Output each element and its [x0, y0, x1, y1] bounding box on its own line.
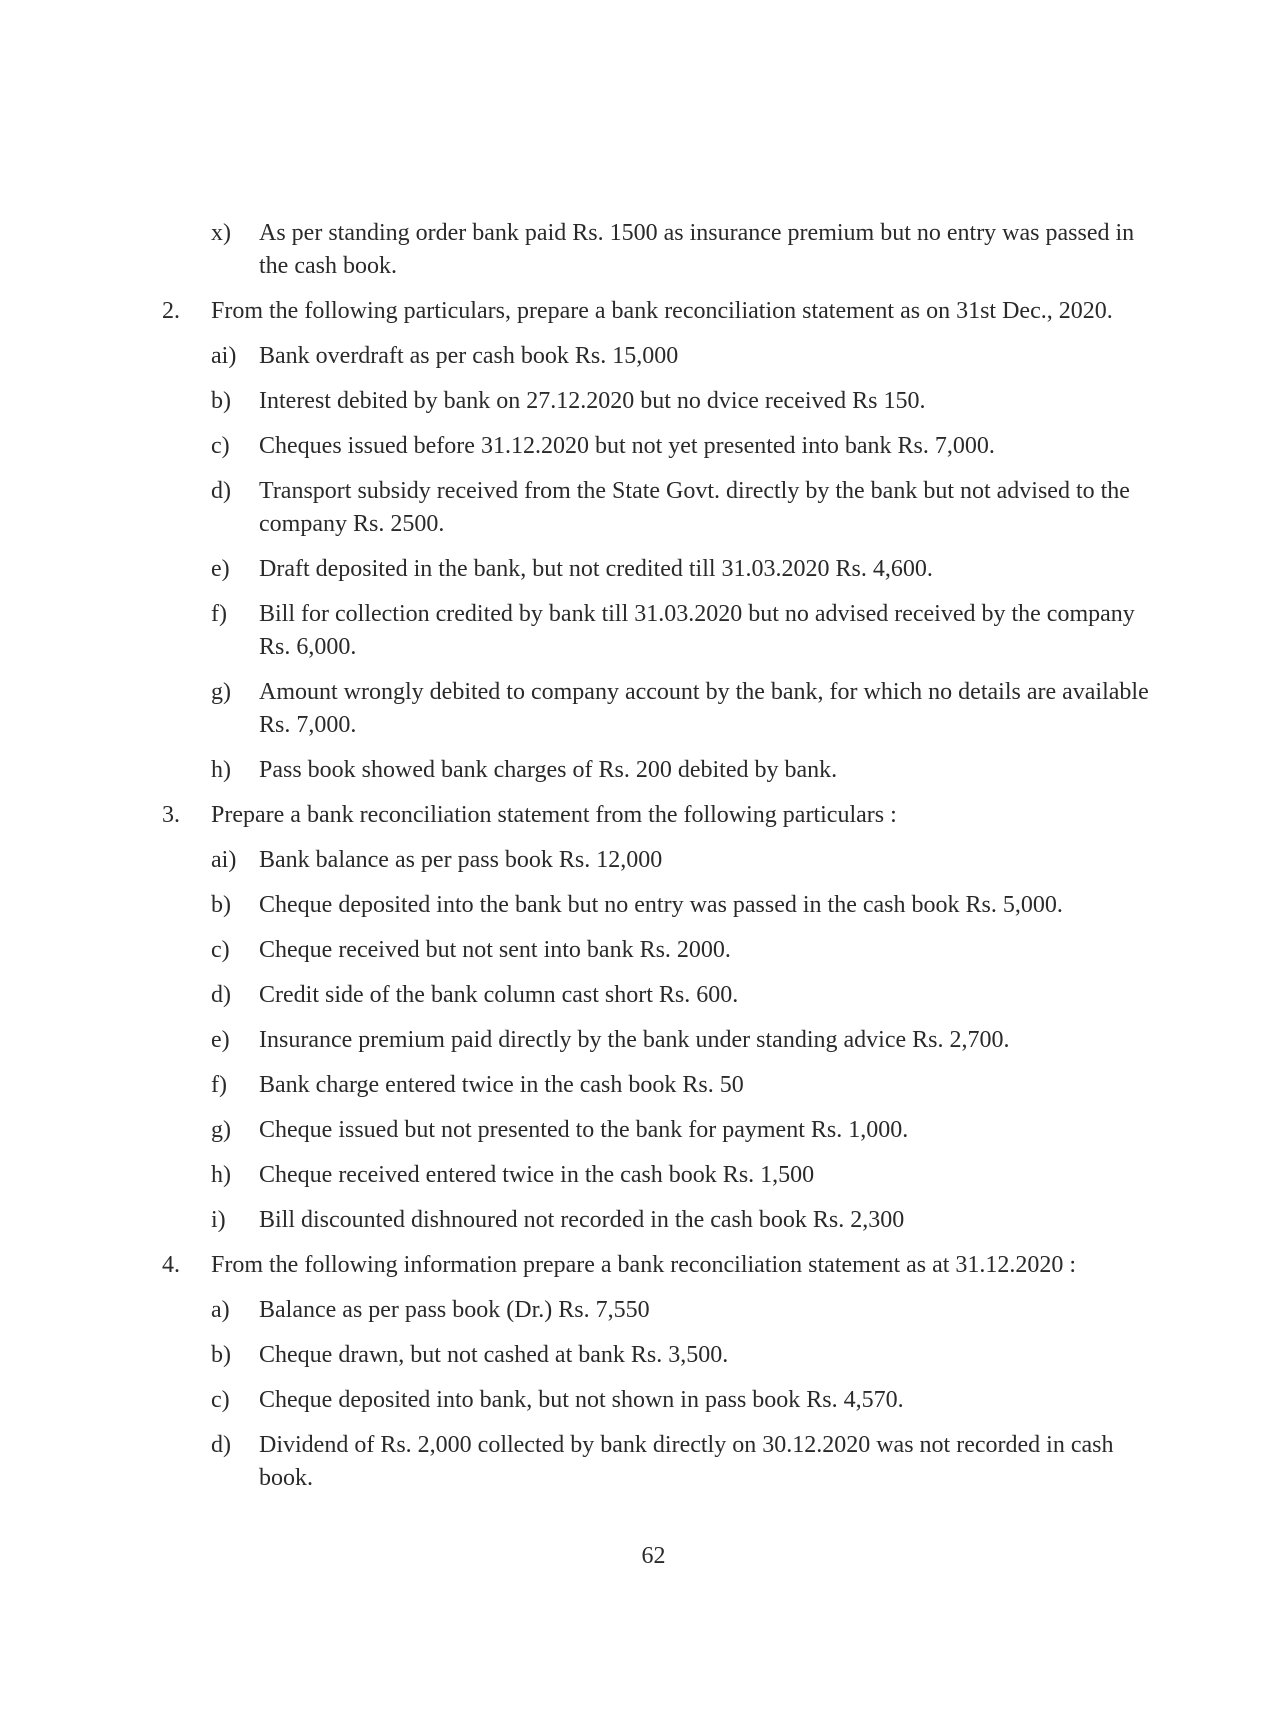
item-text: Bill for collection credited by bank till 31.03.2020 but no advised received by the company Rs. 6,000.	[259, 601, 1135, 660]
list-item	[0, 340, 1275, 373]
list-item	[0, 844, 1275, 877]
list-item	[0, 553, 1275, 586]
list-item	[0, 1384, 1275, 1417]
list-item	[0, 385, 1275, 418]
item-label: b)	[211, 388, 231, 414]
item-label: ai)	[211, 847, 237, 873]
item-text: Cheque issued but not presented to the bank for payment Rs. 1,000.	[259, 1117, 909, 1143]
question-number: 2.	[162, 298, 180, 324]
item-text: Cheques issued before 31.12.2020 but not yet presented into bank Rs. 7,000.	[259, 433, 995, 459]
item-label: b)	[211, 1342, 231, 1368]
item-text: Cheque received but not sent into bank Rs. 2000.	[259, 937, 731, 963]
item-label: e)	[211, 1027, 230, 1053]
item-label: c)	[211, 433, 230, 459]
item-text: Credit side of the bank column cast short Rs. 600.	[259, 982, 739, 1008]
list-item	[0, 430, 1275, 463]
item-label: i)	[211, 1207, 226, 1233]
question-text: From the following particulars, prepare a bank reconciliation statement as on 31st Dec., 2020.	[211, 298, 1113, 324]
list-item	[0, 1429, 1275, 1495]
item-label: ai)	[211, 343, 237, 369]
item-label: g)	[211, 1117, 231, 1143]
item-text: Cheque deposited into bank, but not shown in pass book Rs. 4,570.	[259, 1387, 904, 1413]
list-item	[0, 598, 1275, 664]
question-text: Prepare a bank reconciliation statement from the following particulars :	[211, 802, 897, 828]
item-text: Balance as per pass book (Dr.) Rs. 7,550	[259, 1297, 650, 1323]
item-text: Bank overdraft as per cash book Rs. 15,000	[259, 343, 679, 369]
question-1	[0, 799, 1275, 832]
question-0	[0, 295, 1275, 328]
item-text: Transport subsidy received from the State Govt. directly by the bank but not advised to the company Rs. 2500.	[259, 478, 1130, 537]
item-label: h)	[211, 757, 231, 783]
question-text: From the following information prepare a bank reconciliation statement as at 31.12.2020 :	[211, 1252, 1077, 1278]
item-label: f)	[211, 601, 227, 627]
list-item	[0, 979, 1275, 1012]
question-number: 3.	[162, 802, 180, 828]
item-label: x)	[211, 220, 231, 246]
item-text: Cheque deposited into the bank but no entry was passed in the cash book Rs. 5,000.	[259, 892, 1063, 918]
list-item-x	[0, 217, 1275, 283]
list-item	[0, 1069, 1275, 1102]
item-label: c)	[211, 1387, 230, 1413]
item-text: Insurance premium paid directly by the bank under standing advice Rs. 2,700.	[259, 1027, 1010, 1053]
list-item	[0, 1024, 1275, 1057]
list-item	[0, 1339, 1275, 1372]
question-number: 4.	[162, 1252, 180, 1278]
item-label: c)	[211, 937, 230, 963]
item-label: d)	[211, 478, 231, 504]
item-text: Cheque received entered twice in the cash book Rs. 1,500	[259, 1162, 815, 1188]
item-label: b)	[211, 892, 231, 918]
list-item	[0, 754, 1275, 787]
item-text: As per standing order bank paid Rs. 1500 as insurance premium but no entry was passed in the cash book.	[259, 220, 1135, 279]
item-text: Pass book showed bank charges of Rs. 200 debited by bank.	[259, 757, 838, 783]
list-item	[0, 1204, 1275, 1237]
item-text: Interest debited by bank on 27.12.2020 but no dvice received Rs 150.	[259, 388, 926, 414]
list-item	[0, 934, 1275, 967]
item-text: Draft deposited in the bank, but not credited till 31.03.2020 Rs. 4,600.	[259, 556, 933, 582]
list-item	[0, 1114, 1275, 1147]
question-2	[0, 1249, 1275, 1282]
item-text: Bill discounted dishnoured not recorded in the cash book Rs. 2,300	[259, 1207, 905, 1233]
list-item	[0, 475, 1275, 541]
item-text: Dividend of Rs. 2,000 collected by bank directly on 30.12.2020 was not recorded in cash book.	[259, 1432, 1114, 1491]
item-text: Bank balance as per pass book Rs. 12,000	[259, 847, 663, 873]
item-label: a)	[211, 1297, 230, 1323]
item-label: f)	[211, 1072, 227, 1098]
list-item	[0, 1294, 1275, 1327]
item-label: g)	[211, 679, 231, 705]
page-number: 62	[641, 1543, 666, 1569]
list-item	[0, 889, 1275, 922]
list-item	[0, 676, 1275, 742]
question-list	[0, 295, 1275, 1495]
page-content	[0, 217, 1275, 1507]
item-label: d)	[211, 982, 231, 1008]
item-label: d)	[211, 1432, 231, 1458]
item-text: Bank charge entered twice in the cash book Rs. 50	[259, 1072, 744, 1098]
item-text: Amount wrongly debited to company account by the bank, for which no details are available Rs. 7,000.	[259, 679, 1149, 738]
item-text: Cheque drawn, but not cashed at bank Rs. 3,500.	[259, 1342, 729, 1368]
item-label: e)	[211, 556, 230, 582]
list-item	[0, 1159, 1275, 1192]
item-label: h)	[211, 1162, 231, 1188]
